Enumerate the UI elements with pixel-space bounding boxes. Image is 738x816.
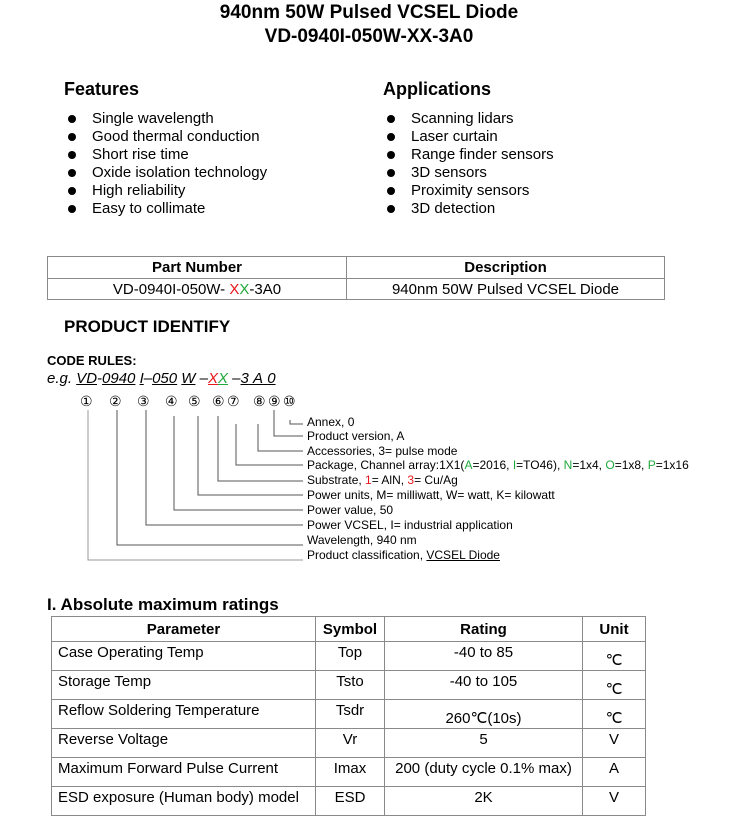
description-cell: 940nm 50W Pulsed VCSEL Diode (347, 279, 665, 300)
list-item: Proximity sensors (384, 182, 554, 200)
circled-number-1: ① (80, 393, 93, 409)
column-header-part-number: Part Number (48, 257, 347, 279)
table-row: Maximum Forward Pulse Current Imax 200 (duty cycle 0.1% max) A (52, 758, 646, 787)
column-header-parameter: Parameter (52, 617, 316, 642)
column-header-symbol: Symbol (316, 617, 385, 642)
list-item: Good thermal conduction (65, 128, 267, 146)
legend-product-version: Product version, A (307, 429, 405, 443)
column-header-description: Description (347, 257, 665, 279)
list-item: 3D detection (384, 200, 554, 218)
circled-number-2: ② (109, 393, 122, 409)
document-title: 940nm 50W Pulsed VCSEL Diode (219, 2, 519, 23)
legend-wavelength: Wavelength, 940 nm (307, 533, 417, 547)
circled-number-7: ⑦ (227, 393, 240, 409)
list-item: 3D sensors (384, 164, 554, 182)
table-row: Case Operating Temp Top -40 to 85 ℃ (52, 642, 646, 671)
absolute-max-ratings-table (51, 616, 646, 816)
circled-number-4: ④ (165, 393, 178, 409)
applications-heading: Applications (383, 79, 492, 99)
legend-package: Package, Channel array:1X1(A=2016, I=TO46), N=1x4, O=1x8, P=1x16 (307, 458, 689, 472)
legend-power-vcsel: Power VCSEL, I= industrial application (307, 518, 513, 532)
table-row: ESD exposure (Human body) model ESD 2K V (52, 787, 646, 816)
product-identify-heading: PRODUCT IDENTIFY (64, 317, 231, 336)
list-item: Oxide isolation technology (65, 164, 267, 182)
list-item: Range finder sensors (384, 146, 554, 164)
ratings-heading: I. Absolute maximum ratings (47, 595, 279, 614)
circled-number-8: ⑧ (253, 393, 266, 409)
document-subtitle-part-number: VD-0940I-050W-XX-3A0 (264, 26, 474, 47)
column-header-rating: Rating (385, 617, 583, 642)
list-item: Easy to collimate (65, 200, 267, 218)
list-item: Laser curtain (384, 128, 554, 146)
circled-number-9: ⑨ (268, 393, 281, 409)
circled-number-10: ⑩ (283, 393, 296, 409)
circled-number-5: ⑤ (188, 393, 201, 409)
legend-accessories: Accessories, 3= pulse mode (307, 444, 458, 458)
legend-power-units: Power units, M= milliwatt, W= watt, K= kilowatt (307, 488, 555, 502)
legend-power-value: Power value, 50 (307, 503, 394, 517)
circled-number-3: ③ (137, 393, 150, 409)
list-item: Scanning lidars (384, 110, 554, 128)
table-row: Reflow Soldering Temperature Tsdr 260℃(10s) ℃ (52, 700, 646, 729)
legend-substrate: Substrate, 1= AlN, 3= Cu/Ag (307, 473, 458, 487)
legend-classification: Product classification, VCSEL Diode (307, 548, 500, 562)
list-item: High reliability (65, 182, 267, 200)
legend-annex: Annex, 0 (307, 415, 355, 429)
column-header-unit: Unit (583, 617, 646, 642)
code-rules-label: CODE RULES: (47, 353, 137, 368)
table-row: Storage Temp Tsto -40 to 105 ℃ (52, 671, 646, 700)
list-item: Short rise time (65, 146, 267, 164)
table-row: Reverse Voltage Vr 5 V (52, 729, 646, 758)
features-heading: Features (64, 79, 140, 99)
circled-number-6: ⑥ (212, 393, 225, 409)
part-number-cell: VD-0940I-050W- XX-3A0 (48, 279, 347, 300)
code-example: e.g. VD-0940 I–050 W –XX –3 A 0 (47, 370, 276, 387)
list-item: Single wavelength (65, 110, 267, 128)
